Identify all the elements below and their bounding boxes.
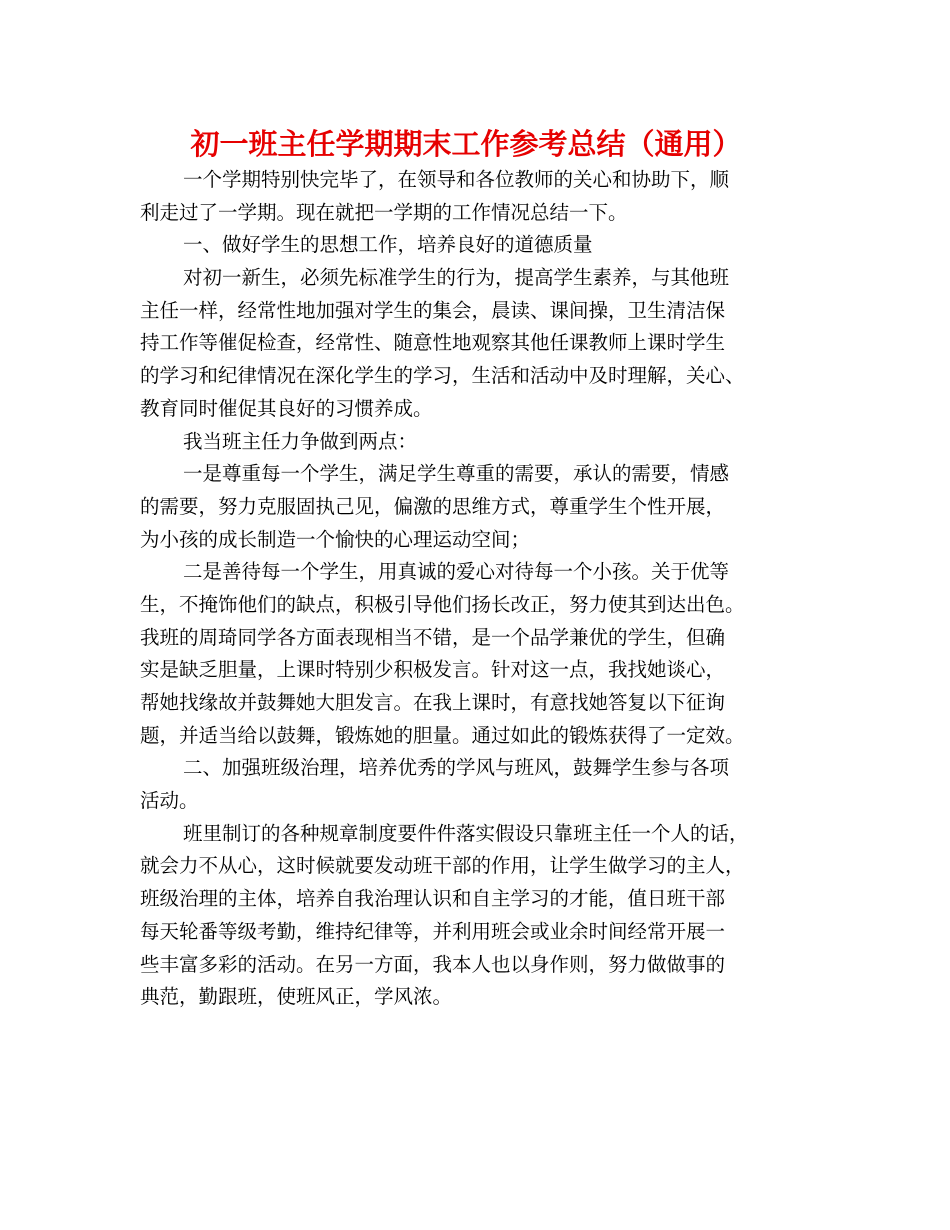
text-line: 为小孩的成长制造一个愉快的心理运动空间； <box>140 527 531 551</box>
text-line: 些丰富多彩的活动。在另一方面，我本人也以身作则，努力做做事的 <box>140 952 726 976</box>
text-line: 持工作等催促检查，经常性、随意性地观察其他任课教师上课时学生 <box>140 331 726 355</box>
document-body <box>140 164 830 1014</box>
section-heading: 一、做好学生的思想工作，培养良好的道德质量 <box>183 233 593 257</box>
text-line: 就会力不从心，这时候就要发动班干部的作用，让学生做学习的主人， <box>140 854 745 878</box>
text-line: 的需要，努力克服固执己见，偏激的思维方式，尊重学生个性开展， <box>140 494 726 518</box>
document-title: 初一班主任学期期末工作参考总结（通用） <box>190 127 742 161</box>
text-line: 我当班主任力争做到两点： <box>183 429 418 453</box>
section-heading: 二、加强班级治理，培养优秀的学风与班风，鼓舞学生参与各项 <box>183 756 730 780</box>
text-line: 利走过了一学期。现在就把一学期的工作情况总结一下。 <box>140 200 628 224</box>
text-line: 的学习和纪律情况在深化学生的学习，生活和活动中及时理解，关心、 <box>140 364 745 388</box>
text-line: 帮她找缘故并鼓舞她大胆发言。在我上课时，有意找她答复以下征询 <box>140 691 726 714</box>
text-line: 典范，勤跟班，使班风正，学风浓。 <box>140 985 453 1009</box>
text-line: 我班的周琦同学各方面表现相当不错，是一个品学兼优的学生，但确 <box>140 625 726 649</box>
text-line: 每天轮番等级考勤，维持纪律等，并利用班会或业余时间经常开展一 <box>140 919 726 943</box>
text-line: 题，并适当给以鼓舞，锻炼她的胆量。通过如此的锻炼获得了一定效。 <box>140 723 745 747</box>
text-line: 生，不掩饰他们的缺点，积极引导他们扬长改正，努力使其到达出色。 <box>140 592 745 616</box>
text-line: 一是尊重每一个学生，满足学生尊重的需要，承认的需要，情感 <box>183 462 730 486</box>
text-line: 班里制订的各种规章制度要件件落实假设只靠班主任一个人的话， <box>183 821 749 845</box>
text-line: 主任一样，经常性地加强对学生的集会，晨读、课间操，卫生清洁保 <box>140 298 726 322</box>
text-line: 教育同时催促其良好的习惯养成。 <box>140 396 433 420</box>
text-line: 班级治理的主体，培养自我治理认识和自主学习的才能，值日班干部 <box>140 887 726 911</box>
text-line: 对初一新生，必须先标准学生的行为，提高学生素养，与其他班 <box>183 266 730 290</box>
section-heading-continued: 活动。 <box>140 789 199 813</box>
text-line: 实是缺乏胆量，上课时特别少积极发言。针对这一点，我找她谈心， <box>140 658 726 682</box>
text-line: 二是善待每一个学生，用真诚的爱心对待每一个小孩。关于优等 <box>183 560 730 584</box>
text-line: 一个学期特别快完毕了，在领导和各位教师的关心和协助下，顺 <box>183 168 730 191</box>
